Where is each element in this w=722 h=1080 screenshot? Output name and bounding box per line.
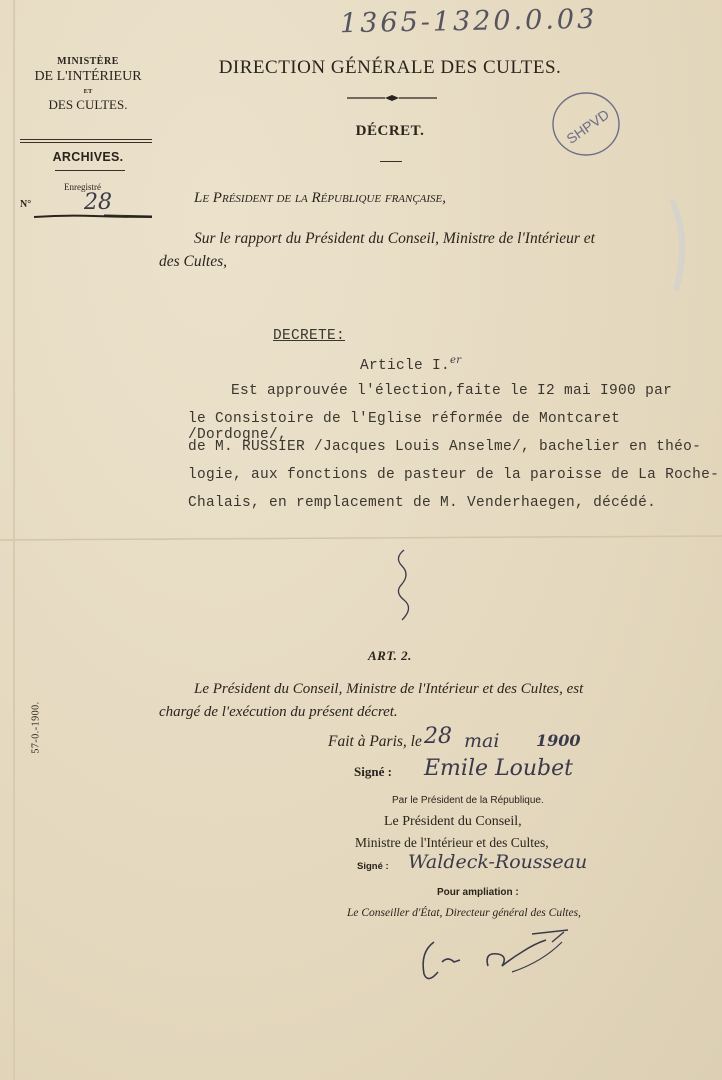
report-line-2: des Cultes,	[159, 253, 228, 270]
ministry-line2: DE L'INTÉRIEUR	[34, 69, 142, 84]
date-year: 1900	[536, 731, 581, 750]
article-1-superscript: er	[450, 355, 462, 366]
ministry-divider-1	[20, 139, 152, 140]
councillor-label: Le Conseiller d'État, Directeur général des Cultes,	[347, 907, 581, 919]
signed-label: Signé :	[354, 764, 392, 779]
archive-stamp	[546, 88, 626, 160]
typed-line-2: le Consistoire de l'Eglise réformée de Montcaret /Dordogne/,	[188, 411, 621, 443]
document-title: DIRECTION GÉNÉRALE DES CULTES.	[218, 57, 562, 78]
title-ornament	[347, 93, 437, 103]
date-month: mai	[464, 730, 500, 752]
side-note: 57-0.-1900.	[30, 701, 42, 754]
council-line-1: Le Président du Conseil,	[384, 814, 522, 829]
decree-underline	[380, 161, 402, 162]
date-day: 28	[424, 724, 452, 749]
ministry-line4: DES CULTES.	[48, 97, 128, 112]
ministry-line3: ET	[83, 88, 93, 95]
minister-signature: Waldeck-Rousseau	[408, 851, 588, 873]
stamp-text: SHPVD	[563, 106, 613, 147]
registered-label: Enregistré	[64, 182, 101, 192]
signed-label-small: Signé :	[357, 861, 389, 872]
registration-underline	[34, 212, 154, 222]
councillor-signature	[412, 922, 582, 994]
done-at-label: Fait à Paris, le	[328, 733, 422, 750]
typed-line-4: logie, aux fonctions de pasteur de la paroisse de La Roche-	[188, 467, 720, 483]
archives-label: ARCHIVES.	[52, 150, 124, 164]
council-line-2: Ministre de l'Intérieur et des Cultes,	[355, 835, 549, 850]
article-1-label: Article I.	[360, 357, 451, 374]
article-2-line-2: chargé de l'exécution du présent décret.	[159, 704, 398, 720]
article-2-label: ART. 2.	[368, 648, 412, 663]
typed-line-5: Chalais, en remplacement de M. Venderhaegen, décédé.	[188, 495, 657, 511]
typed-line-1: Est approuvée l'élection,faite le I2 mai I900 par	[231, 383, 673, 399]
handwritten-reference: 1365-1320.0.03	[339, 3, 598, 40]
typed-line-3: de M. RUSSIER /Jacques Louis Anselme/, bachelier en théo-	[188, 439, 702, 455]
registration-number: 28	[84, 190, 112, 215]
number-label: N°	[20, 199, 32, 210]
article-1-heading	[360, 355, 461, 374]
copy-label: Pour ampliation :	[437, 887, 519, 898]
president-signature: Emile Loubet	[424, 756, 573, 781]
article-2-line-1: Le Président du Conseil, Ministre de l'Intérieur et des Cultes, est	[194, 681, 584, 697]
ministry-divider-2	[20, 142, 152, 143]
ministry-block	[18, 56, 158, 113]
report-line-1: Sur le rapport du Président du Conseil, Ministre de l'Intérieur et	[194, 230, 595, 247]
president-preamble: Le Président de la République française,	[194, 190, 447, 206]
archives-underline	[55, 170, 125, 171]
decree-heading: DÉCRET.	[355, 123, 425, 139]
decrete-heading: DECRETE:	[273, 328, 346, 344]
squiggle-separator	[392, 548, 416, 622]
ministry-line1: MINISTÈRE	[57, 56, 119, 67]
by-president-label: Par le Président de la République.	[392, 795, 544, 806]
